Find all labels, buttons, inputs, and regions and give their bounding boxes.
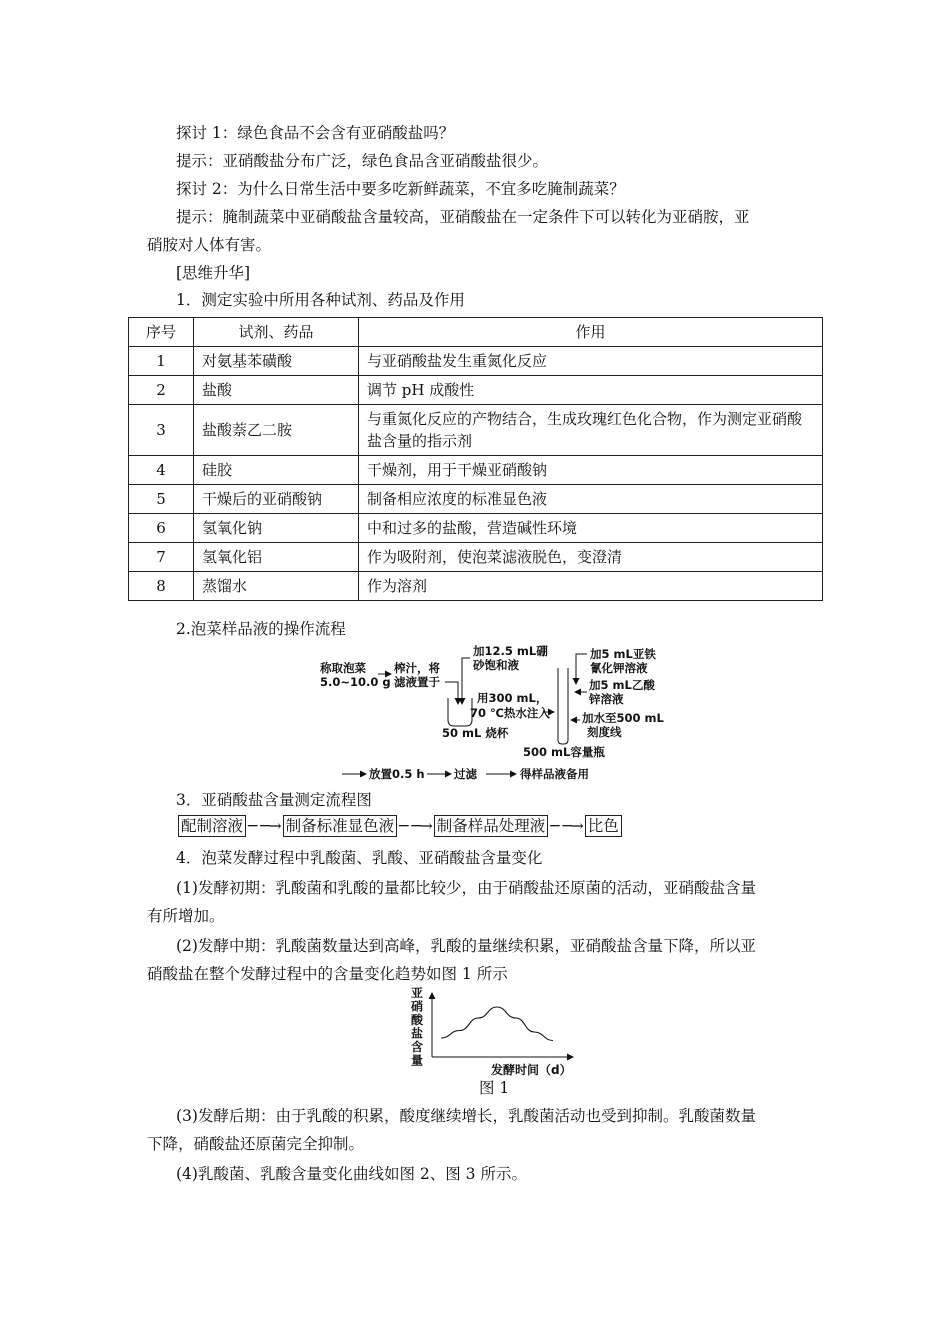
measure-flow: [178, 815, 622, 837]
heading-3: 3．亚硝酸盐含量测定流程图: [176, 791, 372, 809]
answer-2-line-2: 硝胺对人体有害。: [147, 236, 272, 254]
zinc-text-2: 锌溶液: [589, 692, 624, 706]
flow-arrow: ─ ─→: [248, 817, 281, 835]
flask-icon: [558, 668, 568, 744]
row-function: 干燥剂，用于干燥亚硝酸钠: [359, 456, 823, 485]
row-index: 2: [129, 376, 194, 405]
table-row: [129, 514, 823, 543]
y-axis-label-char: 亚: [411, 986, 424, 1000]
heading-1: 1．测定实验中所用各种试剂、药品及作用: [176, 291, 465, 309]
beaker-label: 50 mL 烧杯: [442, 726, 509, 740]
answer-1: 提示：亚硝酸盐分布广泛，绿色食品含亚硝酸盐很少。: [176, 152, 549, 170]
y-axis-label: [410, 985, 424, 1068]
x-axis-label: 发酵时间（d）: [491, 1063, 572, 1077]
table-header-row: [129, 318, 823, 347]
table-row: [129, 572, 823, 601]
flow-step-wait: 放置0.5 h: [369, 767, 425, 781]
arrow-into-beaker: [445, 682, 458, 704]
water-text-1: 用300 mL，: [477, 691, 548, 705]
sample-flow-diagram: [300, 640, 700, 790]
row-index: 3: [129, 405, 194, 456]
fill-text-1: 加水至500 mL: [582, 711, 664, 725]
y-axis-label-char: 硝: [411, 999, 424, 1014]
question-2: 探讨 2：为什么日常生活中要多吃新鲜蔬菜，不宜多吃腌制蔬菜？: [176, 180, 625, 198]
flow-arrow: ─ ─→: [399, 817, 432, 835]
water-text-2: 70 ℃热水注入: [470, 706, 550, 720]
y-axis-label-char: 盐: [411, 1026, 424, 1041]
row-function: 与亚硝酸盐发生重氮化反应: [359, 347, 823, 376]
flow-step-ready: 得样品液备用: [520, 767, 589, 781]
row-function: 调节 pH 成酸性: [359, 376, 823, 405]
weigh-text-2: 5.0~10.0 g: [320, 675, 391, 689]
row-index: 8: [129, 572, 194, 601]
borax-text-2: 砂饱和液: [473, 658, 519, 672]
question-1: 探讨 1：绿色食品不会含有亚硝酸盐吗？: [176, 124, 455, 142]
row-reagent: 盐酸: [194, 376, 359, 405]
zinc-text-1: 加5 mL乙酸: [589, 678, 655, 692]
row-function: 作为吸附剂，使泡菜滤液脱色，变澄清: [359, 543, 823, 572]
header-reagent: 试剂、药品: [194, 318, 359, 347]
row-index: 7: [129, 543, 194, 572]
flow-box-sample: 制备样品处理液: [434, 815, 549, 837]
weigh-text-1: 称取泡菜: [320, 661, 366, 675]
heading-4: 4．泡菜发酵过程中乳酸菌、乳酸、亚硝酸盐含量变化: [176, 849, 543, 867]
row-function: 中和过多的盐酸，营造碱性环境: [359, 514, 823, 543]
juice-text-2: 滤液置于: [394, 675, 440, 689]
heading-2: 2.泡菜样品液的操作流程: [176, 620, 346, 638]
row-index: 6: [129, 514, 194, 543]
para-3-line-1: (3)发酵后期：由于乳酸的积累，酸度继续增长，乳酸菌活动也受到抑制。乳酸菌数量: [176, 1107, 756, 1125]
flow-arrow: ─ ─→: [550, 817, 583, 835]
beaker-icon: [448, 698, 472, 726]
row-index: 1: [129, 347, 194, 376]
ferro-text-1: 加5 mL亚铁: [590, 647, 656, 661]
figure-1-caption: 图 1: [479, 1079, 510, 1097]
flow-box-prepare: 配制溶液: [178, 815, 246, 837]
row-reagent: 硅胶: [194, 456, 359, 485]
arrow-ferro: [576, 654, 587, 684]
nitrite-curve: [441, 1007, 553, 1041]
para-2-line-1: (2)发酵中期：乳酸菌数量达到高峰，乳酸的量继续积累，亚硝酸盐含量下降，所以亚: [176, 937, 756, 955]
row-function: 与重氮化反应的产物结合，生成玫瑰红色化合物，作为测定亚硝酸盐含量的指示剂: [359, 405, 823, 456]
row-reagent: 氢氧化钠: [194, 514, 359, 543]
table-row: [129, 485, 823, 514]
flow-step-filter: 过滤: [454, 767, 477, 781]
table-row: [129, 376, 823, 405]
para-1-line-2: 有所增加。: [147, 907, 225, 925]
ferro-text-2: 氰化钾溶液: [590, 661, 648, 675]
table-row: [129, 456, 823, 485]
flask-label: 500 mL容量瓶: [523, 745, 605, 759]
flow-box-standard: 制备标准显色液: [283, 815, 398, 837]
row-index: 4: [129, 456, 194, 485]
section-heading: [思维升华]: [176, 264, 251, 282]
table-row: [129, 543, 823, 572]
borax-text-1: 加12.5 mL硼: [473, 644, 548, 658]
row-reagent: 盐酸萘乙二胺: [194, 405, 359, 456]
row-reagent: 蒸馏水: [194, 572, 359, 601]
para-2-line-2: 硝酸盐在整个发酵过程中的含量变化趋势如图 1 所示: [147, 965, 508, 983]
table-row: [129, 347, 823, 376]
row-reagent: 干燥后的亚硝酸钠: [194, 485, 359, 514]
row-index: 5: [129, 485, 194, 514]
row-function: 制备相应浓度的标准显色液: [359, 485, 823, 514]
para-1-line-1: (1)发酵初期：乳酸菌和乳酸的量都比较少，由于硝酸盐还原菌的活动，亚硝酸盐含量: [176, 879, 756, 897]
flow-box-compare: 比色: [585, 815, 622, 837]
nitrite-chart: [405, 985, 585, 1077]
arrow-borax: [462, 658, 470, 704]
row-function: 作为溶剂: [359, 572, 823, 601]
y-axis-label-char: 含: [411, 1040, 424, 1054]
row-reagent: 对氨基苯磺酸: [194, 347, 359, 376]
row-reagent: 氢氧化铝: [194, 543, 359, 572]
para-4: (4)乳酸菌、乳酸含量变化曲线如图 2、图 3 所示。: [176, 1165, 527, 1183]
table-row: [129, 405, 823, 456]
header-index: 序号: [129, 318, 194, 347]
reagent-table: [128, 317, 823, 601]
juice-text-1: 榨汁，将: [394, 661, 440, 675]
header-function: 作用: [359, 318, 823, 347]
y-axis-label-char: 量: [411, 1053, 424, 1068]
y-axis-label-char: 酸: [411, 1013, 424, 1027]
answer-2-line-1: 提示：腌制蔬菜中亚硝酸盐含量较高，亚硝酸盐在一定条件下可以转化为亚硝胺，亚: [176, 208, 750, 226]
para-3-line-2: 下降，硝酸盐还原菌完全抑制。: [147, 1135, 365, 1153]
fill-text-2: 刻度线: [587, 725, 622, 739]
